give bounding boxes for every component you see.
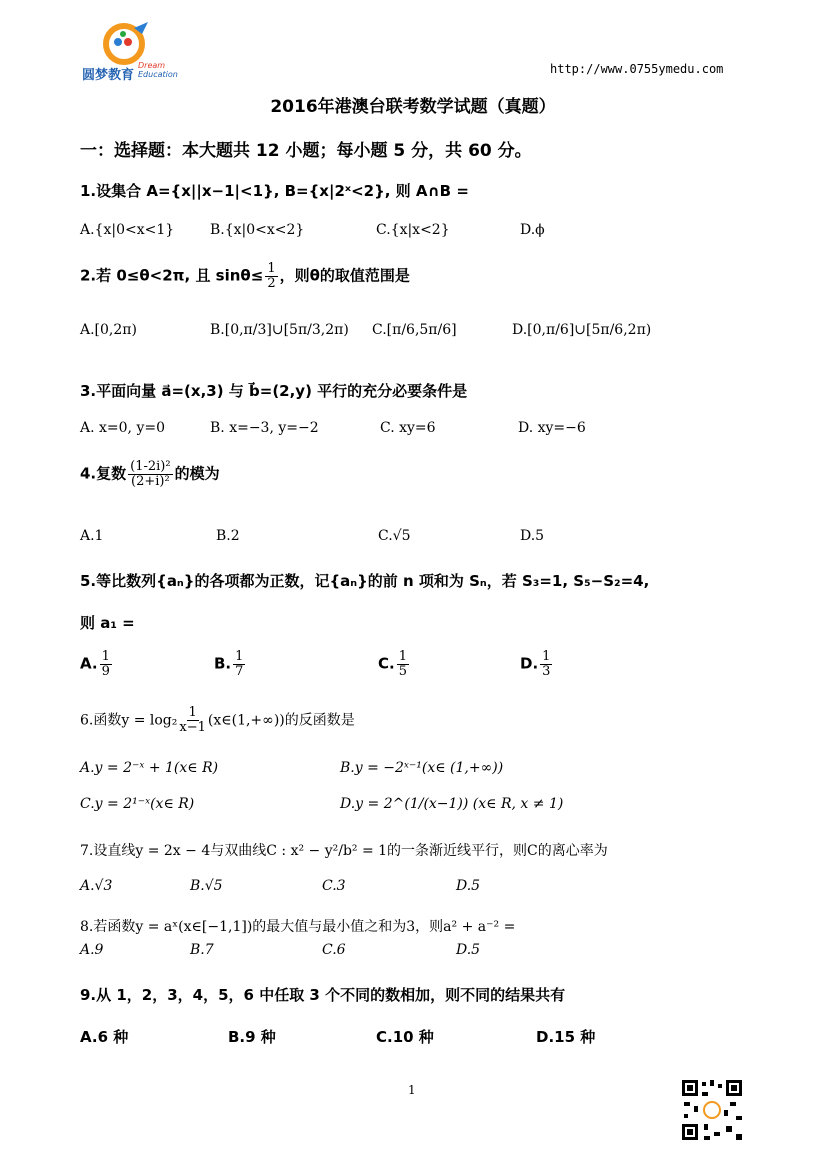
q1-option-b: B.{x|0<x<2} bbox=[210, 222, 305, 238]
q1-option-d: D.ϕ bbox=[520, 222, 545, 238]
q3-option-a: A. x=0, y=0 bbox=[80, 420, 165, 436]
question-5-stem-2: 则 a₁ = bbox=[80, 614, 135, 632]
question-2-stem: 2.若 0≤θ<2π, 且 sinθ≤ $\frac{1}{2}$ ，则θ的取值范围是 bbox=[80, 261, 410, 291]
q2-option-a: A.[0,2π) bbox=[80, 322, 137, 338]
q9-option-a: A.6 种 bbox=[80, 1028, 129, 1046]
question-6-stem: 6.函数y = log₂ $\frac{1}{x-1}$ (x∈(1,+∞))的反函数是 bbox=[80, 705, 355, 735]
page-title: 2016年港澳台联考数学试题（真题） bbox=[270, 97, 556, 117]
q6-option-b: B.y = −2ˣ⁻¹(x∈ (1,+∞)) bbox=[340, 760, 504, 776]
q9-option-d: D.15 种 bbox=[536, 1028, 596, 1046]
q6-option-c: C.y = 2¹⁻ˣ(x∈ R) bbox=[80, 796, 195, 812]
q5-option-a: A. $\frac{1}{9}$ bbox=[80, 649, 110, 679]
q8-option-a: A.9 bbox=[80, 942, 104, 958]
question-1-stem: 1.设集合 A={x||x−1|<1}, B={x|2ˣ<2}, 则 A∩B = bbox=[80, 182, 469, 200]
question-3-stem: 3.平面向量 a⃗=(x,3) 与 b⃗=(2,y) 平行的充分必要条件是 bbox=[80, 382, 468, 400]
qr-code-icon bbox=[680, 1078, 744, 1142]
section-heading: 一：选择题：本大题共 12 小题；每小题 5 分，共 60 分。 bbox=[80, 141, 532, 161]
q8-option-b: B.7 bbox=[190, 942, 214, 958]
q4-option-d: D.5 bbox=[520, 528, 545, 544]
q7-option-c: C.3 bbox=[322, 878, 346, 894]
q3-option-b: B. x=−3, y=−2 bbox=[210, 420, 319, 436]
q7-option-b: B.√5 bbox=[190, 878, 223, 894]
q7-option-d: D.5 bbox=[456, 878, 481, 894]
brand-logo bbox=[82, 20, 192, 82]
q4-option-c: C.√5 bbox=[378, 528, 411, 544]
q2-option-d: D.[0,π/6]∪[5π/6,2π) bbox=[512, 322, 652, 338]
q2-option-b: B.[0,π/3]∪[5π/3,2π) bbox=[210, 322, 349, 338]
q4-option-a: A.1 bbox=[80, 528, 104, 544]
header-url: http://www.0755ymedu.com bbox=[550, 62, 724, 76]
q9-option-b: B.9 种 bbox=[228, 1028, 276, 1046]
question-7-stem: 7.设直线y = 2x − 4与双曲线C : x² − y²/b² = 1的一条渐近线平行，则C的离心率为 bbox=[80, 843, 608, 859]
q5-option-b: B. $\frac{1}{7}$ bbox=[214, 649, 244, 679]
brand-name-en-1: Dream bbox=[138, 61, 166, 70]
q2-option-c: C.[π/6,5π/6] bbox=[372, 322, 457, 338]
q1-option-a: A.{x|0<x<1} bbox=[80, 222, 175, 238]
question-5-stem: 5.等比数列{aₙ}的各项都为正数，记{aₙ}的前 n 项和为 Sₙ，若 S₃=1, S₅−S₂=4, bbox=[80, 572, 650, 590]
q3-option-d: D. xy=−6 bbox=[518, 420, 586, 436]
page-number: 1 bbox=[408, 1083, 416, 1097]
q9-option-c: C.10 种 bbox=[376, 1028, 434, 1046]
question-9-stem: 9.从 1，2，3，4，5，6 中任取 3 个不同的数相加，则不同的结果共有 bbox=[80, 986, 566, 1004]
q3-option-c: C. xy=6 bbox=[380, 420, 436, 436]
question-4-stem: 4.复数 $\frac{\text{(1-2i)²}}{\text{(2+i)²}}$ 的模为 bbox=[80, 459, 220, 489]
q6-option-d: D.y = 2^(1/(x−1)) (x∈ R, x ≠ 1) bbox=[340, 796, 564, 812]
q4-option-b: B.2 bbox=[216, 528, 240, 544]
brand-name-en-2: Education bbox=[138, 70, 178, 79]
q7-option-a: A.√3 bbox=[80, 878, 113, 894]
q6-option-a: A.y = 2⁻ˣ + 1(x∈ R) bbox=[80, 760, 219, 776]
q1-option-c: C.{x|x<2} bbox=[376, 222, 450, 238]
q5-option-d: D. $\frac{1}{3}$ bbox=[520, 649, 551, 679]
q5-option-c: C. $\frac{1}{5}$ bbox=[378, 649, 407, 679]
q8-option-c: C.6 bbox=[322, 942, 346, 958]
question-8-stem: 8.若函数y = aˣ(x∈[−1,1])的最大值与最小值之和为3，则a² + a⁻² = bbox=[80, 919, 516, 935]
brand-name-cn: 圆梦教育 bbox=[82, 68, 135, 83]
q8-option-d: D.5 bbox=[456, 942, 481, 958]
